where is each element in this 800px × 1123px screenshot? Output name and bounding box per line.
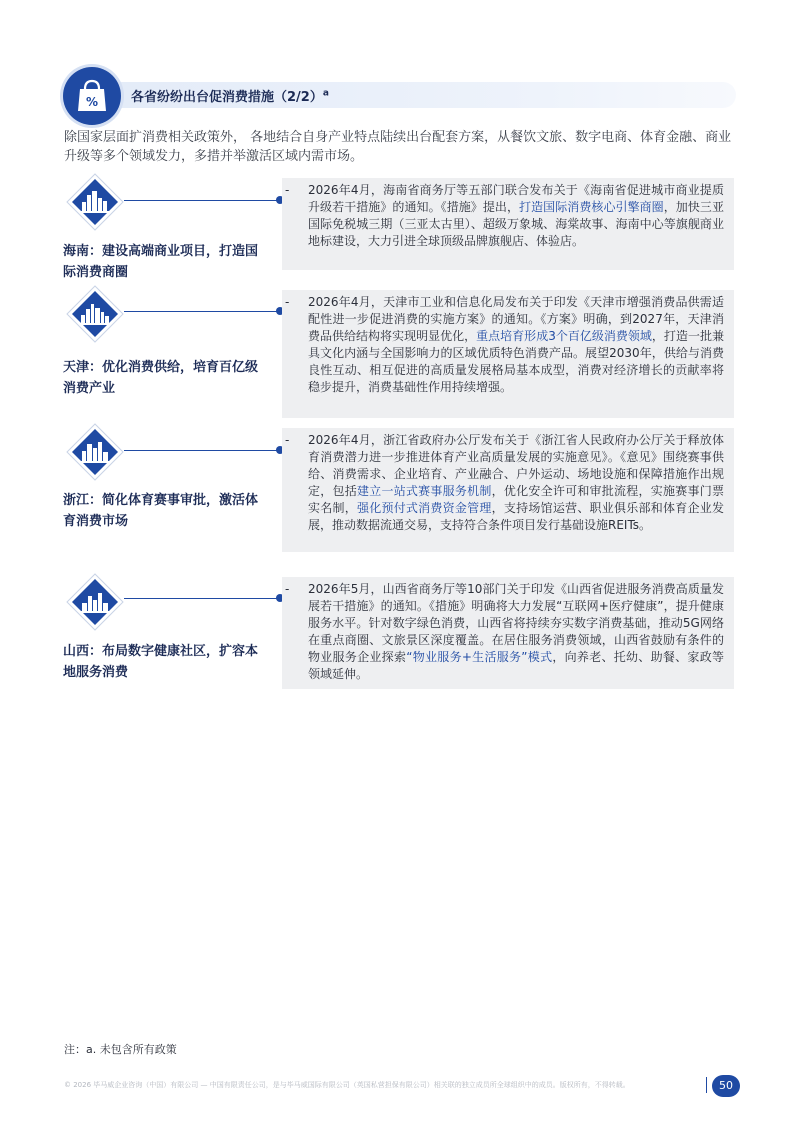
policy-card-zhejiang bbox=[282, 428, 734, 552]
page-number: 50 bbox=[712, 1075, 740, 1097]
policy-text: 2026年4月，浙江省政府办公厅发布关于《浙江省人民政府办公厅关于释放体育消费潜力进一步推进体育产业高质量发展的实施意见》。《意见》围绕赛事供给、消费需求、企业培育、产业融合、户外运动、场地设施和保障措施作出规定，包括 bbox=[308, 433, 724, 498]
region-label-line: 浙江：简化体育赛事审批，激活体 bbox=[63, 493, 259, 508]
connector-line bbox=[124, 598, 280, 599]
policy-card-hainan bbox=[282, 178, 734, 270]
connector-line bbox=[124, 311, 280, 312]
city-skyline-icon bbox=[66, 285, 124, 343]
region-label-line: 海南：建设高端商业项目，打造国 bbox=[63, 244, 259, 259]
region-label-line: 际消费商圈 bbox=[63, 265, 129, 280]
title-footnote-marker: a bbox=[322, 88, 329, 99]
policy-highlight: “物业服务+生活服务”模式 bbox=[406, 650, 553, 664]
city-skyline-icon bbox=[66, 423, 124, 481]
footnote: 注：a. 未包含所有政策 bbox=[64, 1043, 177, 1056]
policy-text: 2026年5月，山西省商务厅等10部门关于印发《山西省促进服务消费高质量发展若干措施》的通知。《措施》明确将大力发展“互联网+医疗健康”，提升健康服务水平。针对数字绿色消费，山西省将持续夯实数字消费基础，推动5G网络在重点商圈、文旅景区深度覆盖。在居住服务消费领域，山西省鼓励有条件的物业服务企业探索 bbox=[308, 582, 724, 664]
region-label-line: 地服务消费 bbox=[63, 665, 129, 680]
bullet: - bbox=[285, 433, 290, 447]
intro-paragraph: 除国家层面扩消费相关政策外， 各地结合自身产业特点陆续出台配套方案，从餐饮文旅、数字电商、体育金融、商业升级等多个领域发力，多措并举激活区域内需市场。 bbox=[64, 130, 732, 164]
policy-text: ，向养老、托幼、助餐、家政等领域延伸。 bbox=[308, 650, 724, 681]
policy-highlight: 强化预付式消费资金管理 bbox=[356, 501, 492, 515]
region-label-tianjin bbox=[63, 357, 273, 399]
policy-highlight: 重点培育形成3个百亿级消费领域 bbox=[476, 329, 652, 343]
policy-text: ，支持场馆运营、职业俱乐部和体育企业发展，推动数据流通交易，支持符合条件项目发行基础设施REITs。 bbox=[308, 501, 724, 532]
city-skyline-icon bbox=[66, 173, 124, 231]
connector-line bbox=[124, 450, 280, 451]
region-label-line: 山西：布局数字健康社区，扩容本 bbox=[63, 644, 259, 659]
policy-text: 2026年4月，海南省商务厅等五部门联合发布关于《海南省促进城市商业提质升级若干措施》的通知。《措施》提出， bbox=[308, 183, 724, 214]
policy-card-tianjin bbox=[282, 290, 734, 418]
city-skyline-icon bbox=[66, 573, 124, 631]
region-label-line: 消费产业 bbox=[63, 381, 116, 396]
region-label-zhejiang bbox=[63, 490, 273, 532]
bullet: - bbox=[285, 183, 290, 197]
footer-divider bbox=[706, 1077, 707, 1093]
policy-highlight: 打造国际消费核心引擎商圈 bbox=[519, 200, 664, 214]
connector-line bbox=[124, 200, 280, 201]
policy-text: ，加快三亚国际免税城三期（三亚太古里）、超级万象城、海棠故事、海南中心等旗舰商业地标建设，大力引进全球顶级品牌旗舰店、体验店。 bbox=[308, 200, 724, 248]
svg-text:%: % bbox=[85, 95, 99, 109]
shopping-bag-percent-icon bbox=[63, 67, 121, 125]
page-title bbox=[131, 86, 329, 105]
policy-text: 2026年4月，天津市工业和信息化局发布关于印发《天津市增强消费品供需适配性进一步促进消费的实施方案》的通知。《方案》明确，到2027年，天津消费品供给结构将实现明显优化， bbox=[308, 295, 724, 343]
policy-text: ，打造一批兼具文化内涵与全国影响力的区域优质特色消费产品。展望2030年，供给与消费良性互动、相互促进的高质量发展格局基本成型，消费对经济增长的贡献率将稳步提升，消费基础性作用持续增强。 bbox=[308, 329, 724, 394]
policy-card-shanxi bbox=[282, 577, 734, 689]
region-label-hainan bbox=[63, 241, 273, 283]
region-label-line: 天津：优化消费供给，培育百亿级 bbox=[63, 360, 259, 375]
region-label-line: 育消费市场 bbox=[63, 514, 129, 529]
region-label-shanxi bbox=[63, 641, 273, 683]
bullet: - bbox=[285, 582, 290, 596]
policy-text: ，优化安全许可和审批流程，实施赛事门票实名制， bbox=[308, 484, 724, 515]
page-title-text: 各省纷纷出台促消费措施（2/2） bbox=[131, 90, 323, 105]
bullet: - bbox=[285, 295, 290, 309]
copyright-text: © 2026 毕马威企业咨询（中国）有限公司 — 中国有限责任公司，是与毕马威国际有限公司（英国私营担保有限公司）相关联的独立成员所全球组织中的成员。版权所有，不得转载。 bbox=[64, 1081, 630, 1089]
policy-highlight: 建立一站式赛事服务机制 bbox=[356, 484, 492, 498]
